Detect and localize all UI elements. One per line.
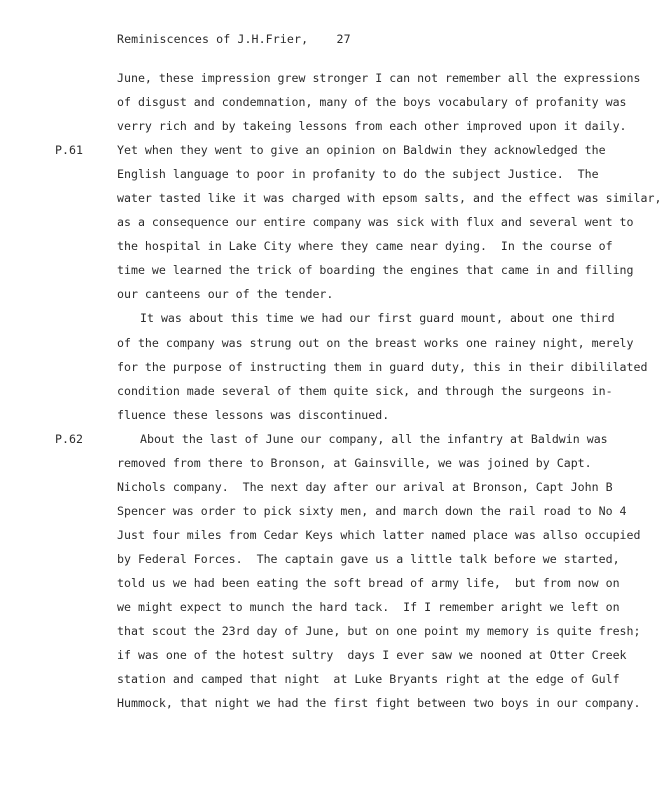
line-text: English language to poor in profanity to do the subject Justice. The [117, 167, 599, 182]
line-text: Nichols company. The next day after our arival at Bronson, Capt John B [117, 479, 613, 494]
line-text: for the purpose of instructing them in guard duty, this in their dibililated [117, 359, 648, 374]
line-text: if was one of the hotest sultry days I ever saw we nooned at Otter Creek [117, 648, 627, 663]
text-line [117, 547, 620, 571]
line-text: condition made several of them quite sick, and through the surgeons in- [117, 383, 613, 398]
text-line [117, 66, 641, 90]
line-text: that scout the 23rd day of June, but on one point my memory is quite fresh; [117, 624, 641, 639]
line-text: About the last of June our company, all the infantry at Baldwin was [140, 431, 608, 446]
line-text: Hummock, that night we had the first fight between two boys in our company. [117, 696, 641, 711]
text-line [117, 619, 641, 643]
text-line [117, 186, 661, 210]
line-text: It was about this time we had our first guard mount, about one third [140, 311, 615, 326]
line-text: the hospital in Lake City where they came near dying. In the course of [117, 239, 613, 254]
line-text: fluence these lessons was discontinued. [117, 407, 390, 422]
text-line [117, 355, 648, 379]
text-line [117, 210, 634, 234]
text-line [117, 306, 615, 330]
text-line [117, 331, 634, 355]
text-line [117, 523, 641, 547]
text-line [55, 138, 606, 162]
line-text: our canteens our of the tender. [117, 287, 334, 302]
text-line [117, 475, 613, 499]
text-line [117, 451, 592, 475]
line-text: as a consequence our entire company was sick with flux and several went to [117, 215, 634, 230]
text-line [117, 114, 627, 138]
text-line [117, 258, 634, 282]
header-title: Reminiscences of J.H.Frier, [117, 32, 309, 46]
line-text: time we learned the trick of boarding the engines that came in and filling [117, 263, 634, 278]
text-line [117, 571, 620, 595]
text-line [55, 427, 608, 451]
document-body [55, 66, 661, 715]
line-text: Spencer was order to pick sixty men, and march down the rail road to No 4 [117, 503, 627, 518]
text-line [117, 643, 627, 667]
text-line [117, 90, 627, 114]
line-text: water tasted like it was charged with epsom salts, and the effect was similar, [117, 191, 661, 206]
text-line [117, 162, 599, 186]
text-line [117, 282, 577, 306]
line-text: of the company was strung out on the breast works one rainey night, merely [117, 335, 634, 350]
page-header [117, 32, 351, 46]
line-text: we might expect to munch the hard tack. If I remember aright we left on [117, 600, 620, 615]
line-text: station and camped that night at Luke Bryants right at the edge of Gulf [117, 672, 620, 687]
text-line [117, 595, 620, 619]
line-text: June, these impression grew stronger I can not remember all the expressions [117, 71, 641, 85]
text-line [117, 667, 620, 691]
line-text: by Federal Forces. The captain gave us a little talk before we started, [117, 551, 620, 566]
line-text: Yet when they went to give an opinion on Baldwin they acknowledged the [117, 143, 606, 158]
line-text: of disgust and condemnation, many of the boys vocabulary of profanity was [117, 95, 627, 110]
line-text: Just four miles from Cedar Keys which latter named place was allso occupied [117, 527, 641, 542]
text-line [117, 403, 577, 427]
text-line [117, 691, 641, 715]
text-line [117, 234, 613, 258]
margin-page-reference: P.61 [55, 143, 83, 158]
line-text: removed from there to Bronson, at Gainsville, we was joined by Capt. [117, 455, 592, 470]
margin-page-reference: P.62 [55, 431, 83, 446]
text-line [117, 379, 613, 403]
page-number: 27 [336, 32, 351, 46]
text-line [117, 499, 627, 523]
line-text: verry rich and by takeing lessons from each other improved upon it daily. [117, 119, 627, 134]
line-text: told us we had been eating the soft bread of army life, but from now on [117, 575, 620, 590]
